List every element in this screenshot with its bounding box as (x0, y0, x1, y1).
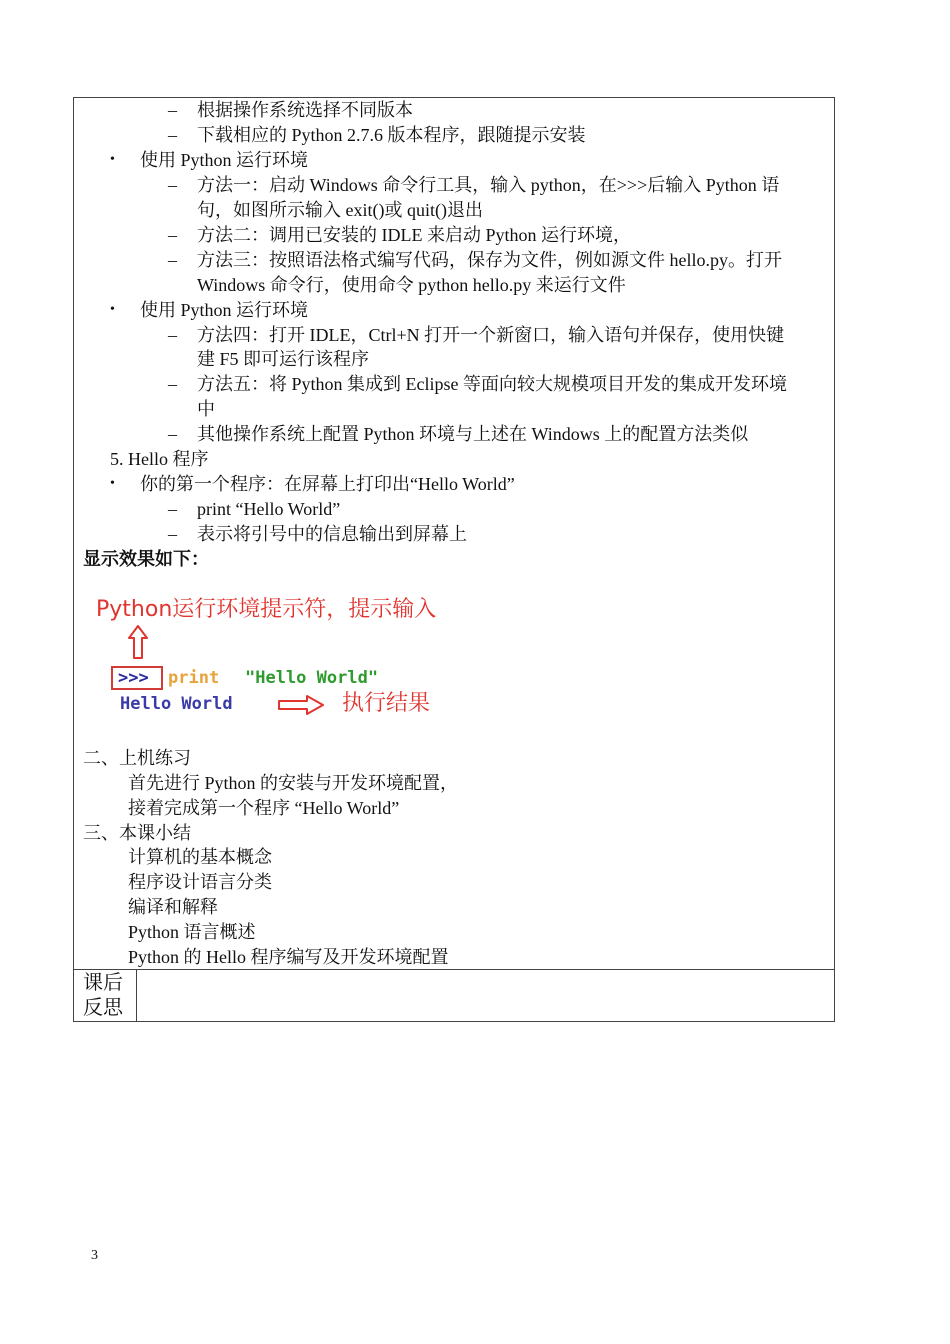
section-title: 二、上机练习 (83, 748, 191, 768)
list-item: 根据操作系统选择不同版本 (197, 100, 413, 120)
list-item-continuation: Windows 命令行，使用命令 python hello.py 来运行文件 (197, 275, 626, 295)
list-item: 使用 Python 运行环境 (140, 300, 309, 320)
reflection-label-line: 课后 (83, 972, 123, 994)
table-column-divider (136, 969, 137, 1021)
list-item: 使用 Python 运行环境 (140, 150, 309, 170)
dash-marker: – (168, 175, 177, 195)
dash-marker: – (168, 424, 177, 444)
display-heading: 显示效果如下： (83, 549, 209, 569)
dash-marker: – (168, 499, 177, 519)
section-item: 程序设计语言分类 (128, 872, 272, 892)
table-row-divider (74, 969, 834, 970)
dash-marker: – (168, 125, 177, 145)
list-item: 下载相应的 Python 2.7.6 版本程序，跟随提示安装 (197, 125, 586, 145)
section-item: 编译和解释 (128, 897, 218, 917)
list-item: 方法二：调用已安装的 IDLE 来启动 Python 运行环境， (197, 225, 631, 245)
bullet-marker: • (110, 152, 115, 167)
list-item: print “Hello World” (197, 499, 341, 519)
page-number: 3 (91, 1248, 98, 1263)
dash-marker: – (168, 100, 177, 120)
list-item: 方法四：打开 IDLE，Ctrl+N 打开一个新窗口，输入语句并保存，使用快键 (197, 325, 785, 345)
section-item: 首先进行 Python 的安装与开发环境配置， (128, 773, 459, 793)
section-item: Python 语言概述 (128, 922, 256, 942)
section-item: Python 的 Hello 程序编写及开发环境配置 (128, 947, 449, 967)
dash-marker: – (168, 374, 177, 394)
code-output: Hello World (120, 694, 233, 714)
dash-marker: – (168, 225, 177, 245)
right-arrow-icon (277, 694, 325, 716)
bullet-marker: • (110, 476, 115, 491)
reflection-label (83, 971, 123, 1021)
code-string: "Hello World" (245, 668, 379, 688)
code-keyword: print (168, 668, 220, 688)
list-item-continuation: 中 (197, 399, 215, 419)
up-arrow-icon (127, 624, 149, 660)
list-item: 方法三：按照语法格式编写代码，保存为文件，例如源文件 hello.py。打开 (197, 250, 782, 270)
list-item-continuation: 建 F5 即可运行该程序 (197, 349, 370, 369)
section-item: 接着完成第一个程序 “Hello World” (128, 798, 400, 818)
dash-marker: – (168, 524, 177, 544)
list-item: 表示将引号中的信息输出到屏幕上 (197, 524, 467, 544)
list-item: 其他操作系统上配置 Python 环境与上述在 Windows 上的配置方法类似 (197, 424, 749, 444)
section-title: 三、本课小结 (83, 823, 191, 843)
reflection-label-line: 反思 (83, 997, 123, 1019)
figure-annotation: Python运行环境提示符，提示输入 (96, 597, 437, 622)
result-label: 执行结果 (342, 691, 431, 716)
list-item: 方法一：启动 Windows 命令行工具，输入 python，在>>>后输入 Python 语 (197, 175, 780, 195)
dash-marker: – (168, 250, 177, 270)
list-item-continuation: 句，如图所示输入 exit()或 quit()退出 (197, 200, 483, 220)
numbered-heading: 5. Hello 程序 (110, 449, 209, 469)
list-item: 你的第一个程序：在屏幕上打印出“Hello World” (140, 474, 515, 494)
list-item: 方法五：将 Python 集成到 Eclipse 等面向较大规模项目开发的集成开发环境 (197, 374, 787, 394)
dash-marker: – (168, 325, 177, 345)
bullet-marker: • (110, 302, 115, 317)
section-item: 计算机的基本概念 (128, 847, 272, 867)
prompt-symbol: >>> (118, 668, 149, 688)
